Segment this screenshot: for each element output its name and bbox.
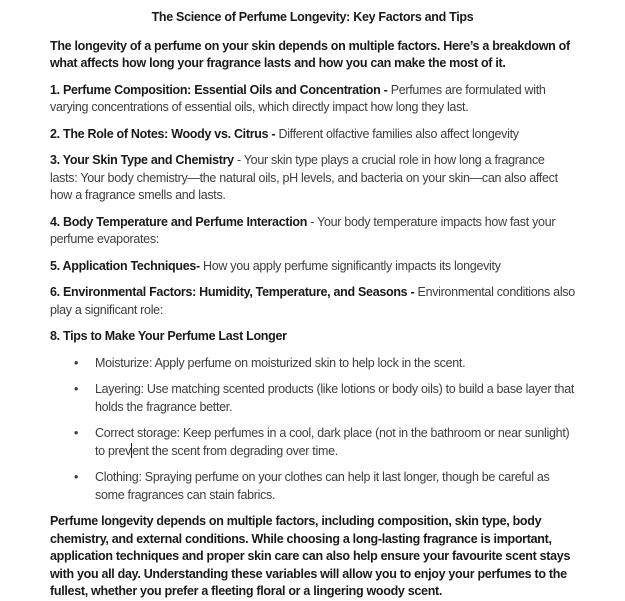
- list-item: [50, 355, 575, 373]
- tips-list: [50, 355, 575, 505]
- conclusion-paragraph: Perfume longevity depends on multiple factors, including composition, skin type, body chemistry, and external conditions. While choosing a long-lasting fragrance is important, application techniques and proper skin care can also help ensure your favourite scent stays with you all day. Understanding these variables will allow you to enjoy your perfumes to the fullest, whether you prefer a fleeting floral or a lingering woody scent.: [50, 514, 571, 598]
- section-2-heading: 2. The Role of Notes: Woody vs. Citrus -: [50, 126, 276, 141]
- section-3-body: - Your skin type plays a crucial role in how long a fragrance lasts: Your body chemistry—the natural oils, pH levels, and bacteria on your skin—can also affect how a fragrance smells and lasts.: [50, 153, 558, 202]
- section-1-heading: 1. Perfume Composition: Essential Oils and Concentration -: [50, 82, 388, 97]
- section-6-paragraph: [50, 284, 575, 319]
- section-4-heading: 4. Body Temperature and Perfume Interaction: [50, 214, 308, 229]
- list-item: [50, 469, 575, 504]
- document-title: The Science of Perfume Longevity: Key Factors and Tips: [151, 10, 474, 24]
- bullet-marker: •: [74, 426, 79, 440]
- section-5-body: How you apply perfume significantly impacts its longevity: [199, 258, 501, 273]
- bullet-marker: •: [74, 470, 79, 484]
- section-3-paragraph: [50, 152, 575, 205]
- bullet-2-text: Layering: Use matching scented products (like lotions or body oils) to build a base layer that holds the fragrance better.: [95, 382, 575, 414]
- bullet-3-text-before-cursor: Correct storage: Keep perfumes in a cool, dark place (not in the bathroom or near sunlight) to prev: [95, 426, 570, 458]
- section-5-heading: 5. Application Techniques-: [50, 258, 200, 273]
- section-4-body: - Your body temperature impacts how fast your perfume evaporates:: [50, 214, 556, 246]
- bullet-4-text: Clothing: Spraying perfume on your clothes can help it last longer, though be careful as some fragrances can stain fabrics.: [95, 470, 550, 502]
- list-item: [50, 381, 575, 416]
- section-6-heading: 6. Environmental Factors: Humidity, Temperature, and Seasons -: [50, 285, 415, 299]
- bullet-3-text-after-cursor: ent the scent from degrading over time.: [132, 443, 338, 458]
- section-4-paragraph: [50, 214, 575, 249]
- bullet-1-text: Moisturize: Apply perfume on moisturized skin to help lock in the scent.: [95, 355, 466, 370]
- section-1-paragraph: [50, 82, 575, 117]
- tips-heading: 8. Tips to Make Your Perfume Last Longer: [50, 329, 287, 343]
- section-5-paragraph: [50, 258, 575, 276]
- bullet-marker: •: [74, 382, 79, 396]
- section-2-body: Different olfactive families also affect longevity: [275, 126, 519, 141]
- section-1-body: Perfumes are formulated with varying concentrations of essential oils, which directly impact how long they last.: [50, 82, 546, 114]
- bullet-marker: •: [74, 355, 79, 370]
- section-3-heading: 3. Your Skin Type and Chemistry: [50, 153, 234, 167]
- section-6-body: Environmental conditions also play a significant role:: [50, 285, 575, 317]
- intro-paragraph: The longevity of a perfume on your skin depends on multiple factors. Here’s a breakdown of what affects how long your fragrance lasts and how you can make the most of it.: [50, 38, 570, 70]
- section-2-paragraph: [50, 126, 575, 144]
- list-item: [50, 425, 575, 460]
